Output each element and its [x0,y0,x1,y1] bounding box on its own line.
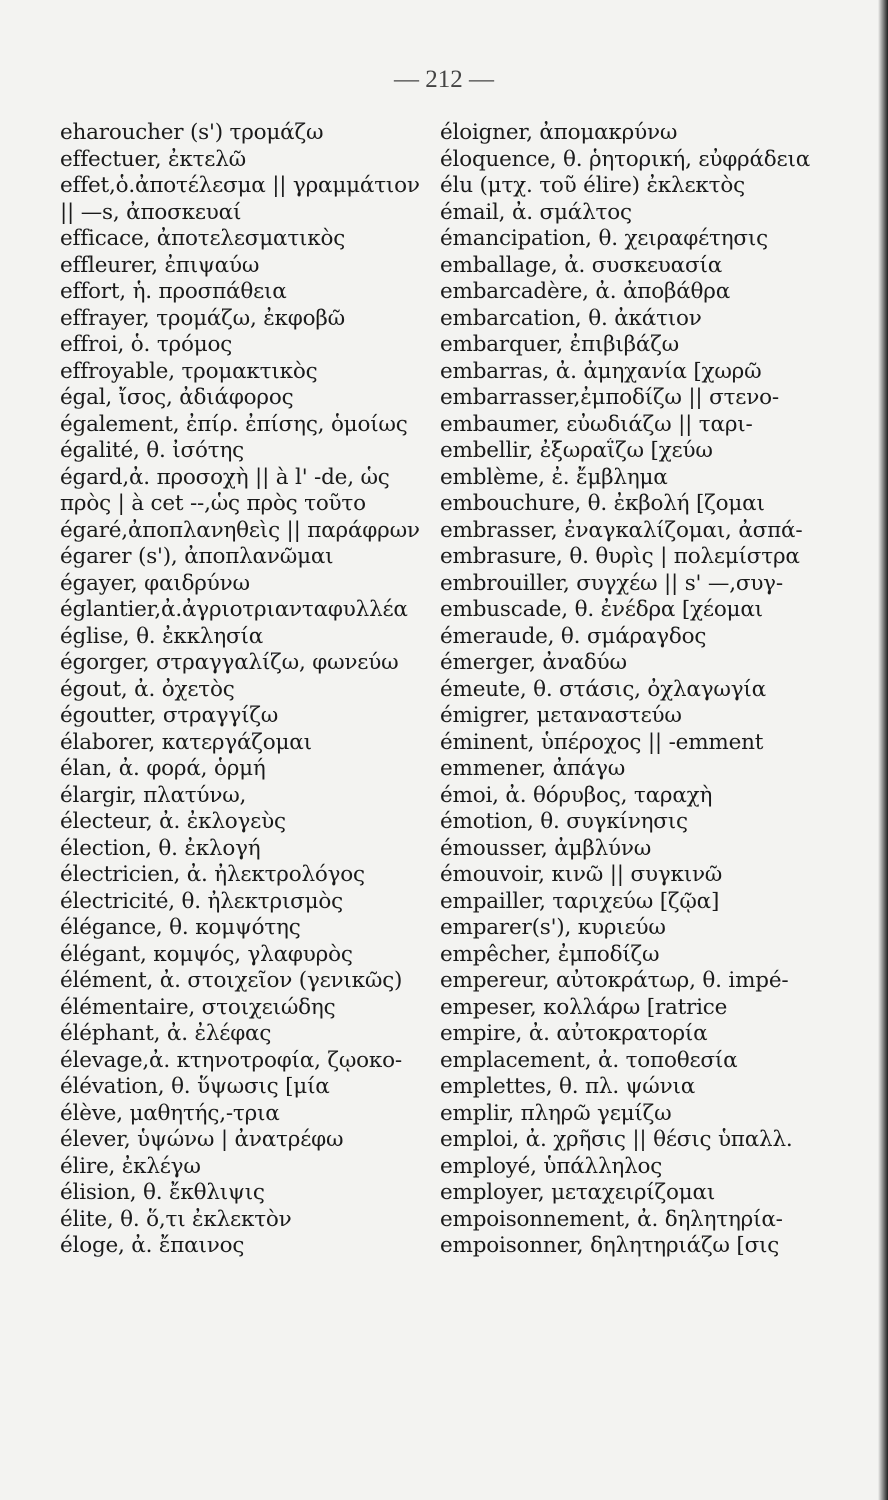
dictionary-entry: embuscade, θ. ἐνέδρα [χέομαι [440,597,763,622]
dictionary-entry: embaumer, εὐωδιάζω || ταρι- [440,411,753,437]
dictionary-entry: effroyable, τρομακτικὸς [60,358,318,384]
dictionary-entry: émeute, θ. στάσις, ὀχλαγωγία [440,676,766,702]
dictionary-entry: emblème, ἐ. ἔμβλημα [440,464,668,490]
dictionary-entry: empêcher, ἐμποδίζω [440,941,660,967]
dictionary-entry: égayer, φαιδρύνω [60,570,250,596]
dictionary-entry: émancipation, θ. χειραφέτησις [440,226,768,251]
dictionary-entry: élite, θ. ὅ,τι ἐκλεκτὸν [60,1206,292,1232]
dictionary-entry: eharoucher (s') τρομάζω [60,120,324,145]
dictionary-entry: embarquer, ἐπιβιβάζω [440,332,679,357]
dictionary-entry: emplir, πληρῶ γεμίζω [440,1100,672,1126]
dictionary-entry: effleurer, ἐπιψαύω [60,252,260,278]
dictionary-entry: empailler, ταριχεύω [ζῷα] [440,888,720,914]
right-column [440,120,850,1260]
dictionary-entry: élection, θ. ἐκλογή [60,835,261,861]
dictionary-entry: élégant, κομψός, γλαφυρὸς [60,941,353,967]
dictionary-entry: πρὸς | à cet --,ὡς πρὸς τοῦτο [60,491,366,516]
dictionary-entry: égard,ἀ. προσοχὴ || à l' -de, ὡς [60,464,390,490]
dictionary-entry: employé, ὑπάλληλος [440,1153,663,1179]
dictionary-entry: emmener, ἀπάγω [440,756,626,781]
dictionary-entry: églantier,ἀ.ἀγριοτριανταφυλλέα [60,597,408,622]
dictionary-entry: égaré,ἀποπλανηθεὶς || παράφρων [60,517,420,543]
dictionary-entry: élégance, θ. κομψότης [60,915,301,940]
dictionary-entry: émail, ἀ. σμάλτος [440,199,632,225]
dictionary-entry: élire, ἐκλέγω [60,1153,201,1179]
page-number: — 212 — [394,66,494,93]
dictionary-entry: émeraude, θ. σμάραγδος [440,623,707,649]
dictionary-entry: embellir, ἐξωραΐζω [χεύω [440,438,713,463]
dictionary-entry: émotion, θ. συγκίνησις [440,809,688,834]
dictionary-entry: emparer(s'), κυριεύω [440,915,666,940]
dictionary-entry: embrasure, θ. θυρὶς | πολεμίστρα [440,544,800,569]
dictionary-entry: effort, ἡ. προσπάθεια [60,279,287,304]
dictionary-entry: employer, μεταχειρίζομαι [440,1180,716,1205]
dictionary-entry: effroi, ὁ. τρόμος [60,332,233,357]
dictionary-entry: élan, ἀ. φορά, ὁρμή [60,756,266,781]
dictionary-entry: effrayer, τρομάζω, ἐκφοβῶ [60,305,345,331]
dictionary-entry: effectuer, ἐκτελῶ [60,146,246,172]
dictionary-entry: effet,ὁ.ἀποτέλεσμα || γραμμάτιον [60,173,420,198]
dictionary-entry: embouchure, θ. ἐκβολή [ζομαι [440,491,765,516]
dictionary-entry: empoisonner, δηλητηριάζω [σις [440,1233,780,1258]
dictionary-entry: embarcation, θ. ἀκάτιον [440,305,702,331]
dictionary-entry: égout, ἀ. ὀχετὸς [60,676,235,702]
left-column [60,120,432,1260]
dictionary-entry: éloge, ἀ. ἔπαινος [60,1233,245,1258]
dictionary-entry: émoi, ἀ. θόρυβος, ταραχὴ [440,782,713,808]
dictionary-entry: élémentaire, στοιχειώδης [60,994,336,1020]
dictionary-entry: élever, ὑψώνω | ἀνατρέφω [60,1127,344,1152]
dictionary-entry: égalité, θ. ἰσότης [60,438,244,463]
dictionary-entry: également, ἐπίρ. ἐπίσης, ὁμοίως [60,411,408,437]
dictionary-entry: emploi, ἀ. χρῆσις || θέσις ὑπαλλ. [440,1127,793,1152]
dictionary-entry: empoisonnement, ἀ. δηλητηρία- [440,1206,783,1232]
dictionary-entry: emplettes, θ. πλ. ψώνια [440,1074,696,1099]
dictionary-entry: élargir, πλατύνω, [60,782,247,808]
dictionary-entry: élément, ἀ. στοιχεῖον (γενικῶς) [60,968,403,993]
dictionary-entry: éléphant, ἀ. ἐλέφας [60,1021,272,1046]
dictionary-entry: embrasser, ἐναγκαλίζομαι, ἀσπά- [440,517,803,543]
dictionary-entry: emplacement, ἀ. τοποθεσία [440,1047,738,1073]
dictionary-entry: efficace, ἀποτελεσματικὸς [60,226,346,251]
dictionary-entry: égal, ἴσος, ἀδιάφορος [60,385,294,410]
scan-edge [878,0,888,1500]
dictionary-entry: embrouiller, συγχέω || s' —,συγ- [440,570,783,596]
dictionary-entry: empereur, αὐτοκράτωρ, θ. impé- [440,968,789,993]
dictionary-entry: éloquence, θ. ῥητορική, εὐφράδεια [440,146,811,172]
dictionary-entry: élaborer, κατεργάζομαι [60,729,312,755]
dictionary-entry: électricité, θ. ἠλεκτρισμὸς [60,888,344,914]
dictionary-entry: électricien, ἀ. ἠλεκτρολόγος [60,862,365,887]
dictionary-entry: || —s, ἀποσκευαί [60,199,242,225]
dictionary-entry: empeser, κολλάρω [ratrice [440,994,728,1020]
dictionary-entry: élision, θ. ἔκθλιψις [60,1180,265,1205]
dictionary-entry: église, θ. ἐκκλησία [60,623,264,649]
dictionary-entry: émigrer, μεταναστεύω [440,703,682,728]
dictionary-entry: élève, μαθητής,-τρια [60,1100,280,1126]
dictionary-entry: émouvoir, κινῶ || συγκινῶ [440,862,723,887]
dictionary-entry: émousser, ἀμβλύνω [440,835,652,861]
dictionary-entry: embarras, ἀ. ἀμηχανία [χωρῶ [440,358,762,384]
dictionary-entry: électeur, ἀ. ἐκλογεὺς [60,809,286,834]
dictionary-entry: éminent, ὑπέροχος || -emment [440,729,764,755]
dictionary-entry: élevage,ἀ. κτηνοτροφία, ζῳοκο- [60,1047,402,1073]
dictionary-entry: empire, ἀ. αὐτοκρατορία [440,1021,708,1046]
dictionary-entry: égoutter, στραγγίζω [60,703,279,728]
dictionary-entry: égarer (s'), ἀποπλανῶμαι [60,544,334,569]
dictionary-entry: élu (μτχ. τοῦ élire) ἐκλεκτὸς [440,173,745,198]
dictionary-entry: élévation, θ. ὕψωσις [μία [60,1074,330,1099]
dictionary-entry: émerger, ἀναδύω [440,650,627,675]
dictionary-entry: emballage, ἀ. συσκευασία [440,252,723,278]
dictionary-entry: embarcadère, ἀ. ἀποβάθρα [440,279,731,304]
dictionary-entry: éloigner, ἀπομακρύνω [440,120,678,145]
dictionary-entry: embarrasser,ἐμποδίζω || στενο- [440,385,779,410]
dictionary-entry: égorger, στραγγαλίζω, φωνεύω [60,650,399,675]
